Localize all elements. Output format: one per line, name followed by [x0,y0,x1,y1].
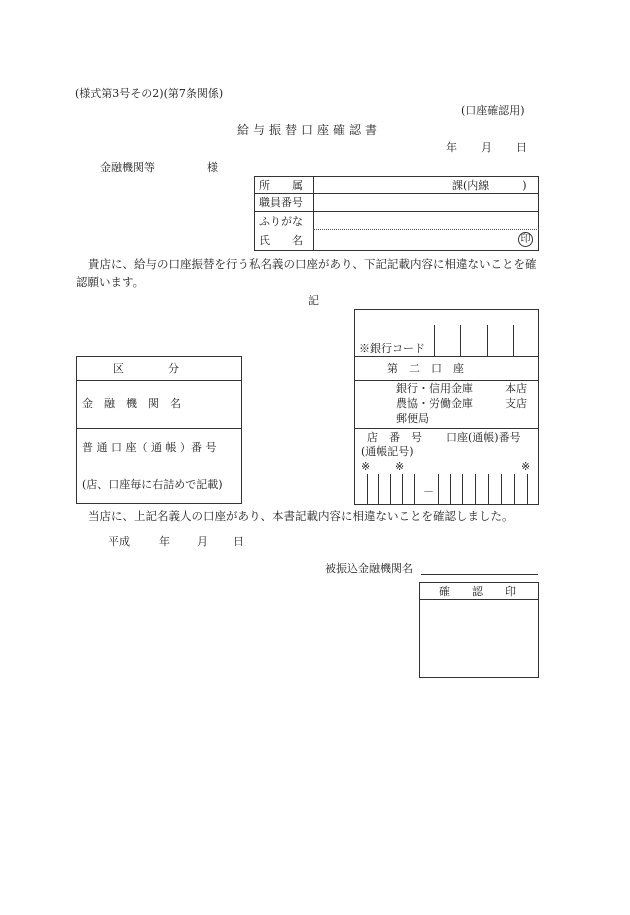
mark-account: ※ [521,460,531,473]
request-text-line1: 貴店に、給与の口座振替を行う私名義の口座があり、下記記載内容に相違ないことを確 [88,257,537,271]
mark-branch-end: ※ [395,460,405,473]
form-number: (様式第3号その2)(第7条関係) [75,87,224,100]
furigana-label: ふりがな [259,215,303,228]
date-year: 年 [446,141,457,154]
account-number-header: 口座(通帳)番号 [446,431,521,444]
transfer-bank-line [421,574,538,575]
account-number-note: (店、口座毎に右詰めで記載) [82,478,223,491]
second-account-header: 第 二 口 座 [387,362,464,375]
head-office-label: 本店 [505,382,527,395]
confirm-stamp-label: 確 認 印 [439,585,516,598]
date-day: 日 [516,141,527,154]
branch-account-separator: － [423,485,434,498]
staff-number-label: 職員番号 [259,196,303,209]
department-label: 所 属 [259,179,303,192]
branch-office-label: 支店 [505,397,527,410]
branch-number-label: 店 番 号 [367,431,422,444]
confirm-day: 日 [233,535,244,548]
page-title: 給与振替口座確認書 [237,123,382,137]
institution-type-line1: 銀行・信用金庫 [396,382,473,395]
name-label: 氏 名 [259,234,303,247]
passbook-symbol-label: (通帳記号) [361,445,414,458]
transfer-bank-label: 被振込金融機関名 [325,562,413,575]
form-purpose: (口座確認用) [461,104,525,117]
request-text-line2: 認願います。 [76,275,145,289]
addressee-honorific: 様 [207,161,218,174]
department-suffix: 課(内線 ) [452,179,527,192]
confirm-year: 年 [159,535,170,548]
addressee-org: 金融機関等 [100,161,155,174]
category-header: 区 分 [113,362,179,375]
seal-mark: 印 [518,232,533,247]
confirm-era: 平成 [108,535,130,548]
bank-code-label: ※銀行コード [359,342,425,355]
date-month: 月 [481,141,492,154]
institution-name-label: 金 融 機 関 名 [82,397,181,410]
ki-label: 記 [308,294,319,307]
confirm-text: 当店に、上記名義人の口座があり、本書記載内容に相違ないことを確認しました。 [88,509,514,523]
confirm-month: 月 [197,535,208,548]
institution-type-line2: 農協・労働金庫 [396,397,473,410]
account-number-label: 普 通 口 座（ 通 帳 ）番 号 [82,441,217,454]
mark-branch: ※ [361,460,371,473]
institution-type-line3: 郵便局 [396,412,429,425]
